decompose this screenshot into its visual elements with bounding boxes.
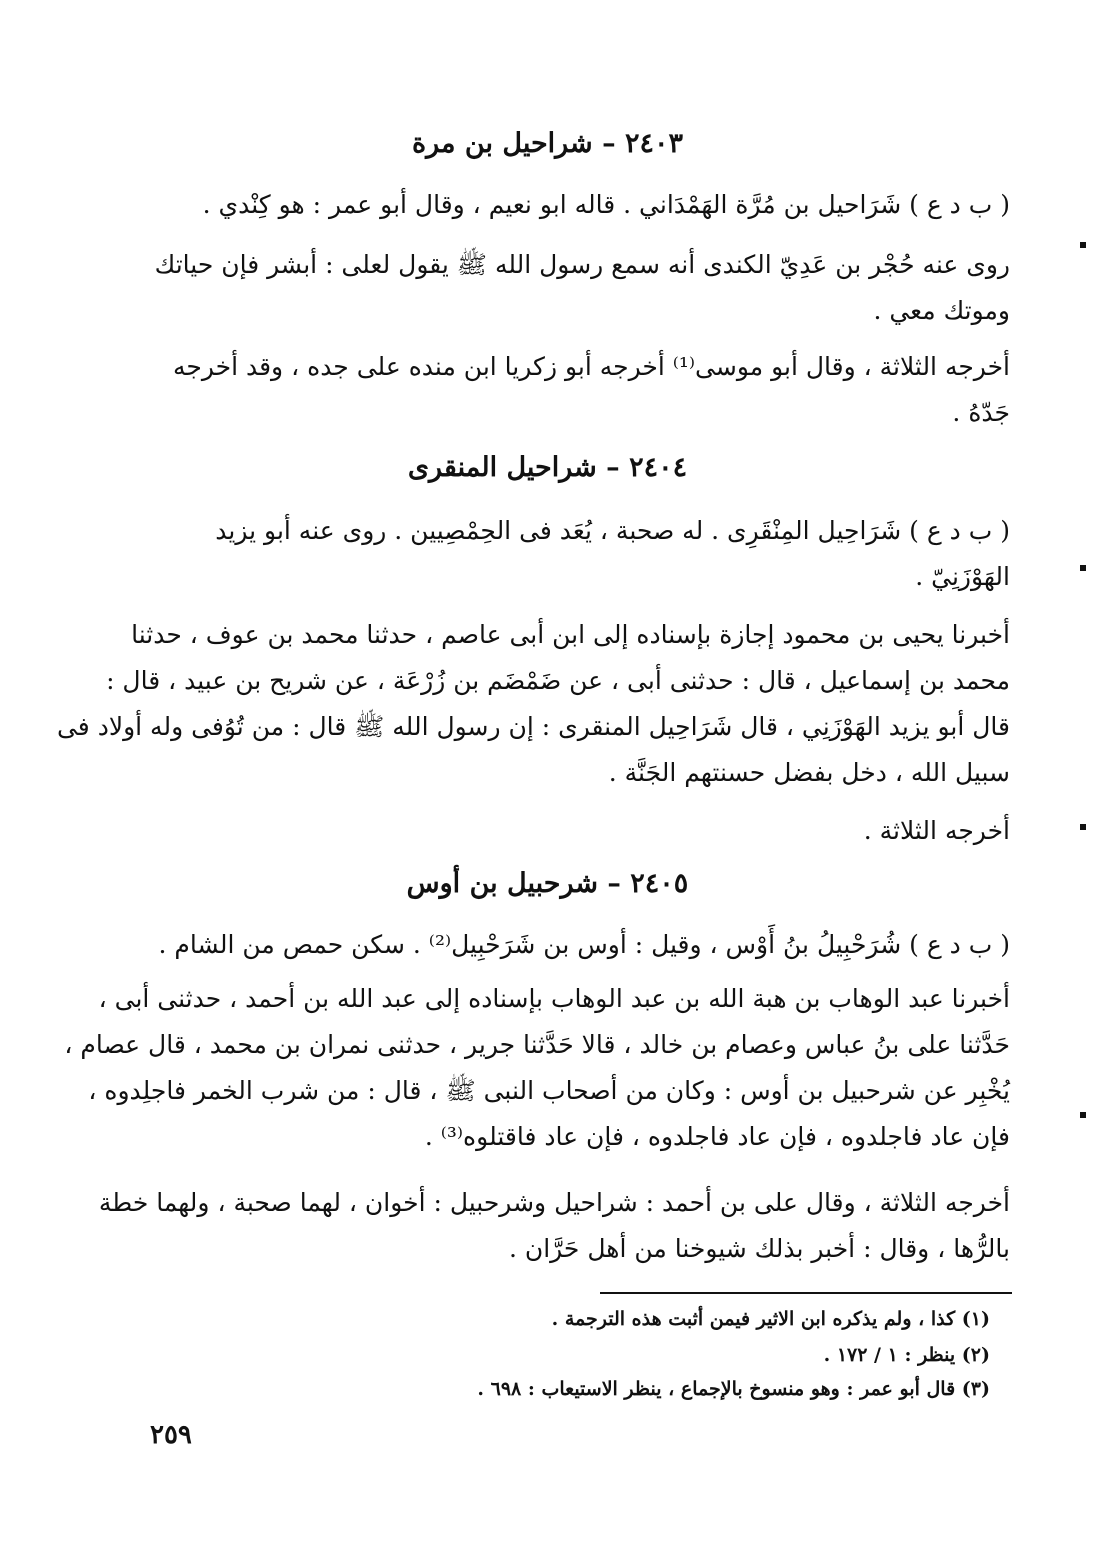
text-line: ( ب د ع ) شُرَحْبِيلُ بنُ أَوْس ، وقيل : أوس بن شَرَحْبِيل⁽²⁾ . سكن حمص من الشام . [158, 930, 1010, 959]
footnote-1: (١) كذا ، ولم يذكره ابن الاثير فيمن أثبت هذه الترجمة . [551, 1308, 990, 1330]
scan-margin-mark [1080, 824, 1086, 830]
text-line: قال أبو يزيد الهَوْزَنِي ، قال شَرَاحِيل المنقرى : إن رسول الله ﷺ قال : من تُوُفى وله أولاد فى [56, 712, 1010, 741]
text-line: ( ب د ع ) شَرَاحِيل المِنْقَرِى . له صحبة ، يُعَد فى الحِمْصِيين . روى عنه أبو يزيد [215, 516, 1010, 545]
entry-2405-intro [150, 922, 1010, 968]
entry-2403-takhrij [150, 344, 1010, 436]
scan-margin-mark [1080, 1112, 1086, 1118]
entry-2405-hadith [64, 976, 1010, 1160]
text-line: أخرجه الثلاثة ، وقال أبو موسى⁽¹⁾ أخرجه أبو زكريا ابن منده على جده ، وقد أخرجه [172, 352, 1010, 381]
footnote-3: (٣) قال أبو عمر : وهو منسوخ بالإجماع ، ينظر الاستيعاب : ٦٩٨ . [477, 1378, 990, 1400]
text-line: بالرُّها ، وقال : أخبر بذلك شيوخنا من أهل حَرَّان . [508, 1234, 1010, 1263]
text-line: فإن عاد فاجلدوه ، فإن عاد فاجلدوه ، فإن عاد فاقتلوه⁽³⁾ . [424, 1122, 1010, 1151]
text-line: جَدّهُ . [952, 398, 1010, 427]
text-line: محمد بن إسماعيل ، قال : حدثنى أبى ، عن ضَمْضَم بن زُرْعَة ، عن شريح بن عبيد ، قال : [106, 666, 1010, 695]
entry-2404-intro [150, 508, 1010, 600]
page-number: ٢٥٩ [150, 1420, 192, 1450]
text-line: أخرجه الثلاثة . [863, 816, 1010, 845]
entry-heading-2404: ٢٤٠٤ – شراحيل المنقرى [407, 452, 688, 483]
text-line: يُخْبِر عن شرحبيل بن أوس : وكان من أصحاب النبى ﷺ ، قال : من شرب الخمر فاجلِدوه ، [88, 1076, 1010, 1105]
text-line: حَدَّثنا على بنُ عباس وعصام بن خالد ، قالا حَدَّثنا جرير ، حدثنى نمران بن محمد ، قال عصام ، [64, 1030, 1010, 1059]
entry-heading-2405: ٢٤٠٥ – شرحبيل بن أوس [406, 868, 689, 899]
text-line: روى عنه حُجْر بن عَدِيّ الكندى أنه سمع رسول الله ﷺ يقول لعلى : أبشر فإن حياتك [154, 250, 1010, 279]
text-line: أخبرنا يحيى بن محمود إجازة بإسناده إلى ابن أبى عاصم ، حدثنا محمد بن عوف ، حدثنا [131, 620, 1010, 649]
text-line: أخرجه الثلاثة ، وقال على بن أحمد : شراحيل وشرحبيل : أخوان ، لهما صحبة ، ولهما خطة [98, 1188, 1010, 1217]
footnote-separator [600, 1292, 1012, 1294]
scan-margin-mark [1080, 242, 1086, 248]
text-line: أخبرنا عبد الوهاب بن هبة الله بن عبد الوهاب بإسناده إلى عبد الله بن أحمد ، حدثنى أبى ، [98, 984, 1010, 1013]
text-line: وموتك معي . [873, 296, 1010, 325]
entry-2405-takhrij [98, 1180, 1010, 1272]
text-line: ( ب د ع ) شَرَاحيل بن مُرَّة الهَمْدَاني . قاله ابو نعيم ، وقال أبو عمر : هو كِنْدي . [202, 190, 1010, 219]
footnote-2: (٢) ينظر : ١ / ١٧٢ . [823, 1344, 990, 1366]
entry-2404-hadith [56, 612, 1010, 796]
scan-margin-mark [1080, 565, 1086, 571]
entry-heading-2403: ٢٤٠٣ – شراحيل بن مرة [412, 128, 683, 159]
entry-2403-intro [150, 182, 1010, 334]
text-line: الهَوْزَنِيّ . [915, 562, 1010, 591]
entry-2404-takhrij [150, 808, 1010, 854]
text-line: سبيل الله ، دخل بفضل حسنتهم الجَنَّة . [608, 758, 1010, 787]
